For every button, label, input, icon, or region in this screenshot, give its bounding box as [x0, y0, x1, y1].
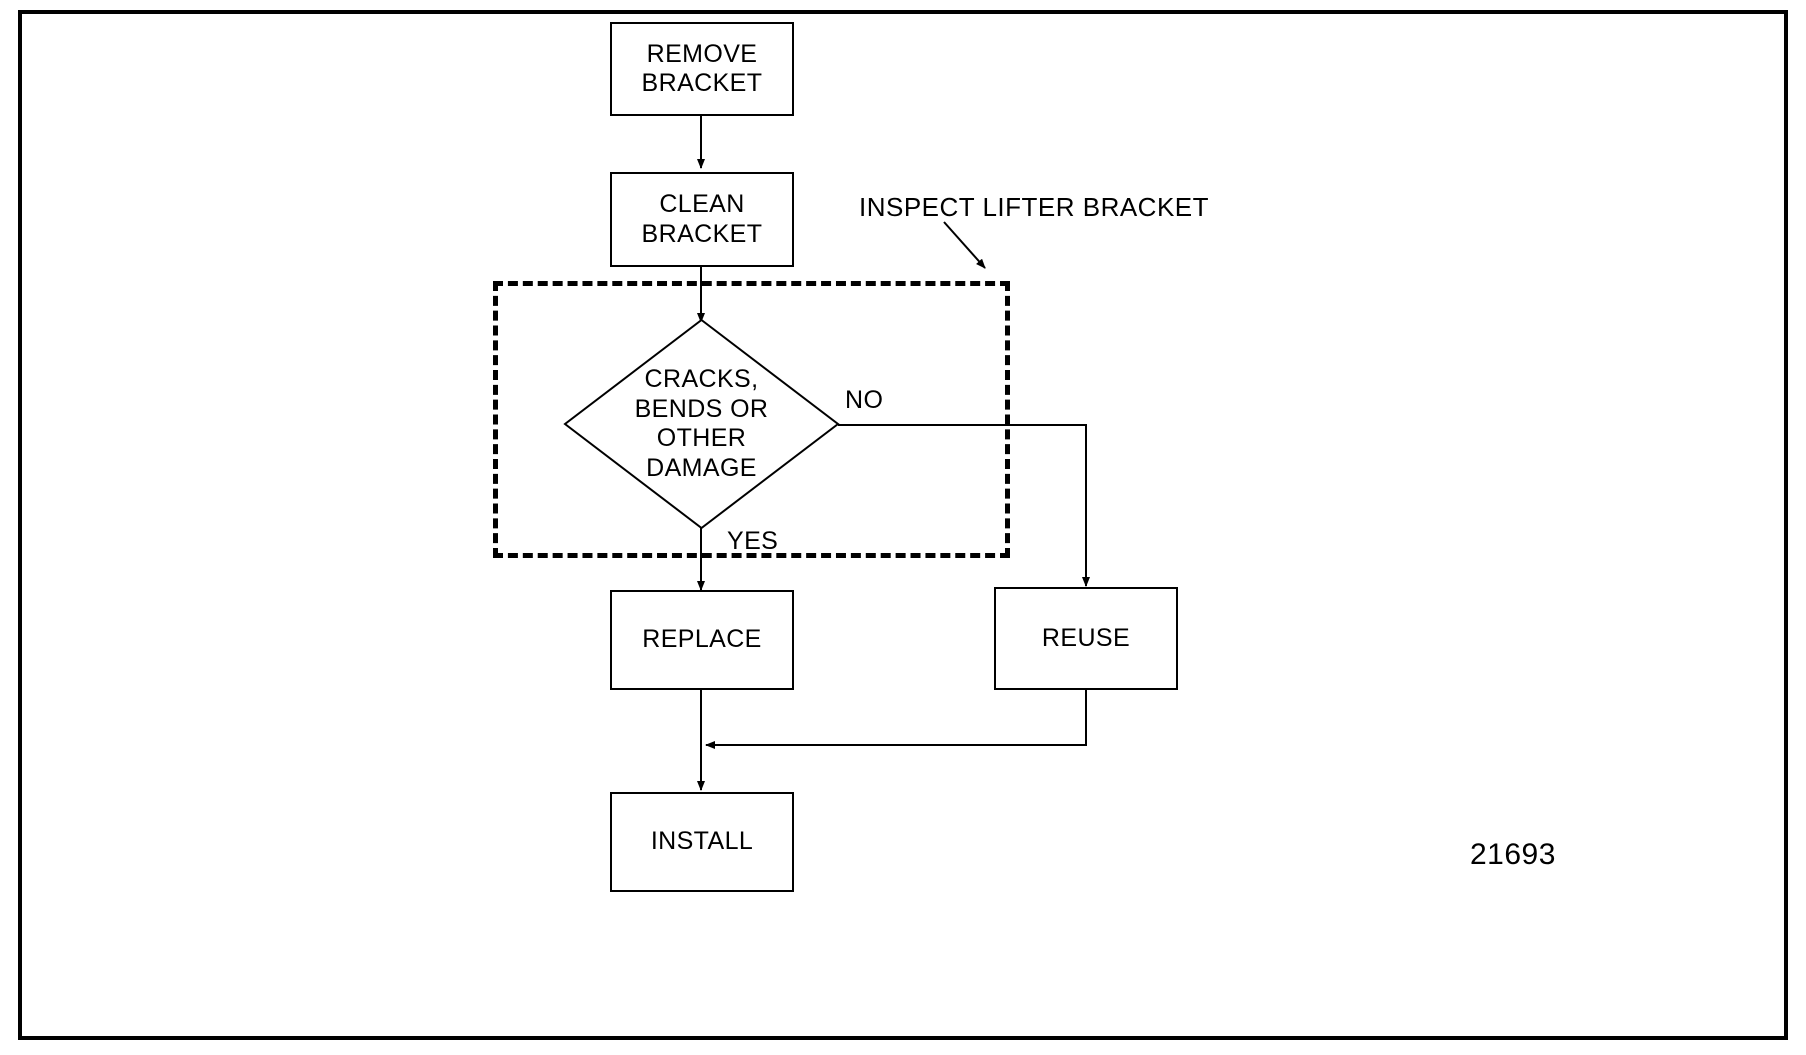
node-replace-label: REPLACE — [642, 625, 762, 654]
node-remove-bracket-line1: REMOVE — [646, 39, 758, 68]
decision-line2: BENDS OR — [634, 394, 769, 423]
decision-line3: OTHER — [656, 424, 747, 452]
decision-line4: DAMAGE — [646, 453, 757, 482]
node-decision-damage[interactable] — [563, 318, 840, 530]
node-reuse[interactable] — [994, 587, 1178, 690]
node-replace[interactable] — [610, 590, 794, 690]
node-remove-bracket[interactable] — [610, 22, 794, 116]
node-clean-bracket-line1: CLEAN — [659, 190, 745, 218]
node-clean-bracket[interactable] — [610, 172, 794, 267]
node-reuse-label: REUSE — [1041, 623, 1131, 652]
edge-label-yes: YES — [727, 527, 779, 555]
diamond-shape — [563, 318, 840, 530]
figure-number: 21693 — [1470, 838, 1556, 871]
decision-line1: CRACKS, — [644, 365, 759, 393]
callout-inspect-lifter-bracket: INSPECT LIFTER BRACKET — [859, 192, 1210, 222]
edge-label-no: NO — [845, 386, 884, 414]
node-clean-bracket-line2: BRACKET — [641, 219, 763, 248]
node-install[interactable] — [610, 792, 794, 892]
node-install-label: INSTALL — [650, 827, 754, 856]
node-remove-bracket-line2: BRACKET — [641, 69, 763, 97]
